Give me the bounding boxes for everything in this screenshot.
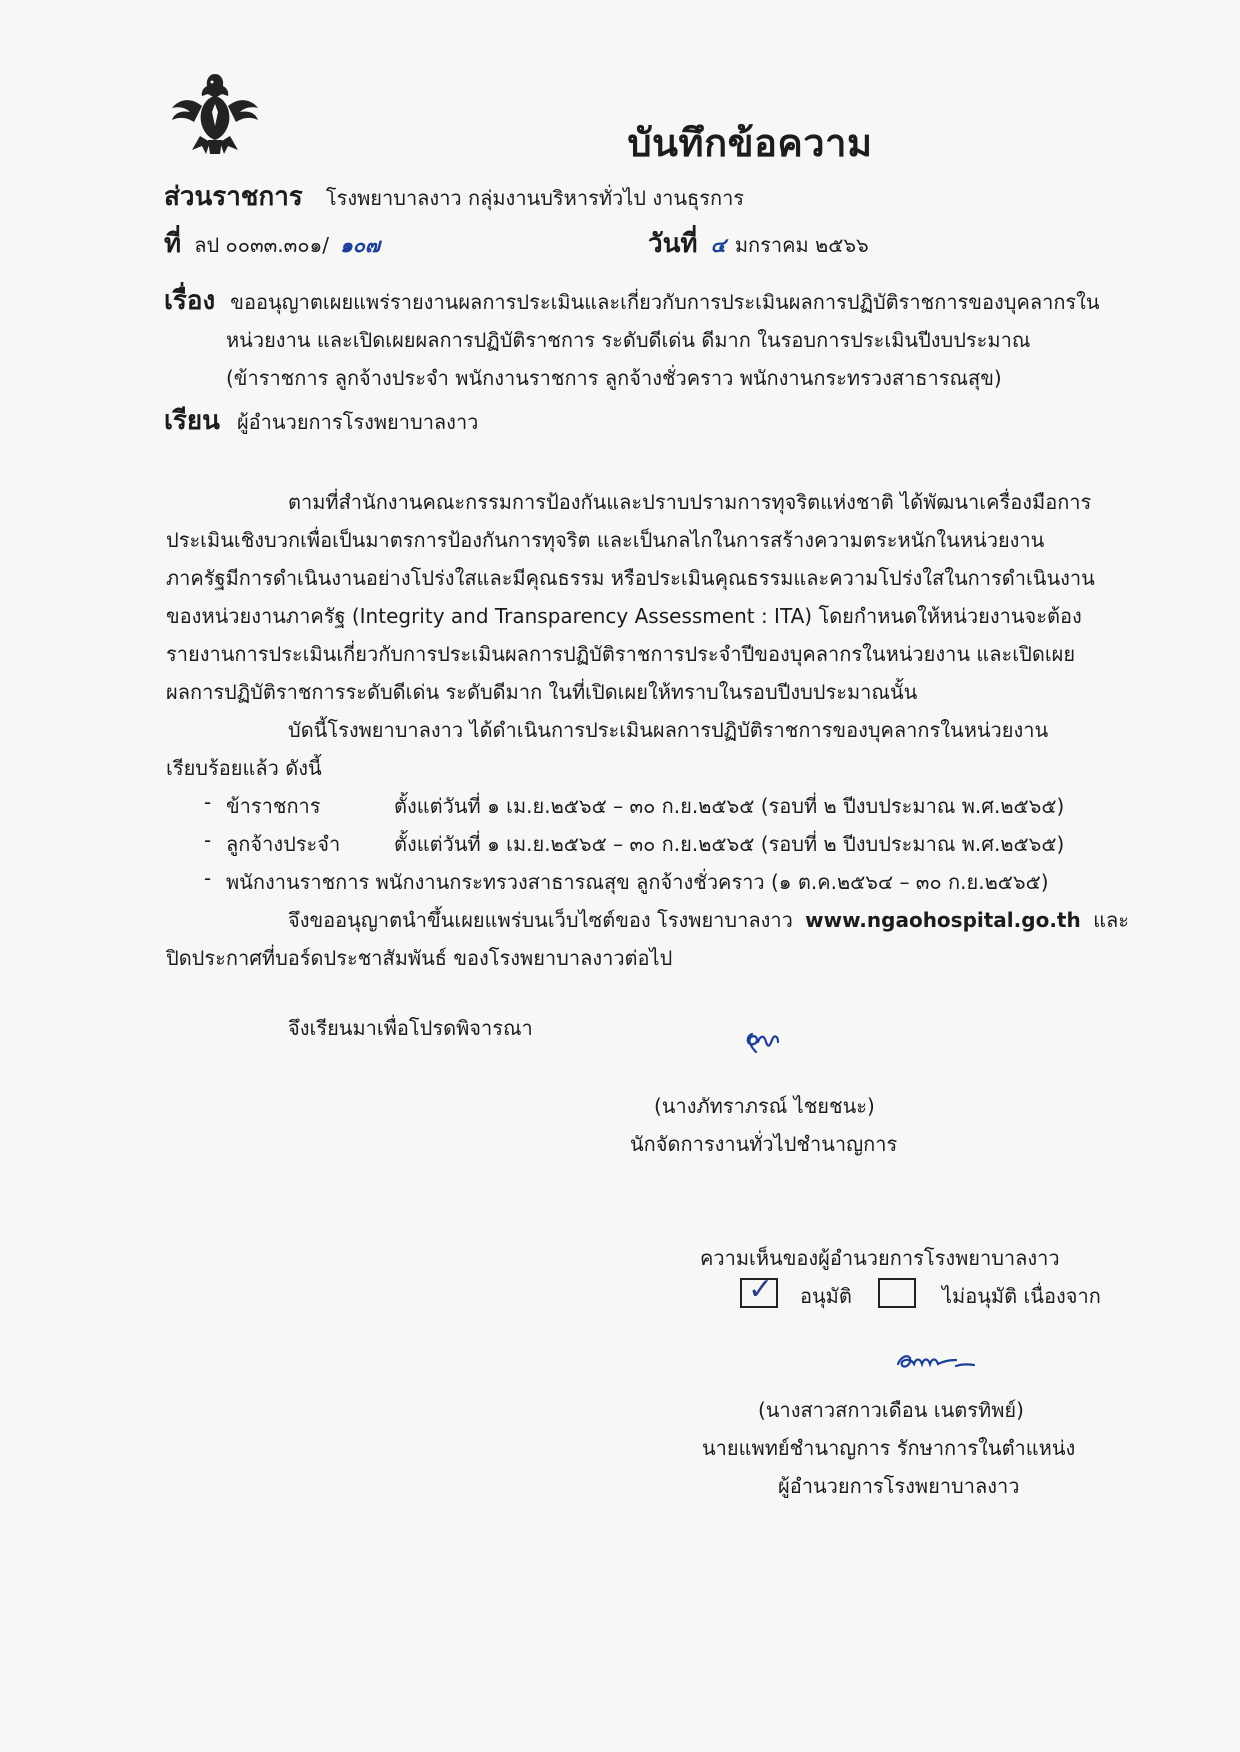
paragraph-3-line-1 [288, 904, 1129, 936]
approval-heading: ความเห็นของผู้อำนวยการโรงพยาบาลงาว [700, 1246, 1060, 1270]
approve-label: อนุมัติ [800, 1284, 852, 1308]
list-item [204, 790, 1065, 818]
list-item-name: พนักงานราชการ พนักงานกระทรวงสาธารณสุข ลูกจ้างชั่วคราว (๑ ต.ค.๒๕๖๔ – ๓๐ ก.ย.๒๕๖๕) [226, 870, 1049, 894]
paragraph-1-line-3: ภาครัฐมีการดำเนินงานอย่างโปร่งใสและมีคุณธรรม หรือประเมินคุณธรรมและความโปร่งใสในการดำเนินงาน [166, 566, 1095, 590]
paragraph-1-line-6: ผลการปฏิบัติราชการระดับดีเด่น ระดับดีมาก ในที่เปิดเผยให้ทราบในรอบปีงบประมาณนั้น [166, 680, 918, 704]
paragraph-2-line-1: บัดนี้โรงพยาบาลงาว ได้ดำเนินการประเมินผลการปฏิบัติราชการของบุคลากรในหน่วยงาน [288, 718, 1049, 742]
reference-row [164, 223, 380, 264]
subject-row [164, 280, 1100, 321]
paragraph-3-text: จึงขออนุญาตนำขึ้นเผยแพร่บนเว็บไซต์ของ โรงพยาบาลงาว [288, 908, 793, 932]
date-value: มกราคม ๒๕๖๖ [734, 233, 869, 257]
department-row [164, 176, 744, 217]
reference-number: ๑๐๗ [340, 233, 381, 257]
paragraph-1-line-4: ของหน่วยงานภาครัฐ (Integrity and Transparency Assessment : ITA) โดยกำหนดให้หน่วยงานจะต้อง [166, 604, 1082, 628]
list-item [204, 866, 1049, 894]
recipient-value: ผู้อำนวยการโรงพยาบาลงาว [236, 410, 479, 434]
list-item-bullet: - [204, 790, 212, 814]
website-link[interactable]: www.ngaohospital.go.th [805, 908, 1081, 932]
list-item-name: ลูกจ้างประจำ [226, 832, 341, 856]
department-value: โรงพยาบาลงาว กลุ่มงานบริหารทั่วไป งานธุรการ [325, 186, 745, 210]
reference-label: ที่ [164, 229, 182, 259]
list-item-detail: ตั้งแต่วันที่ ๑ เม.ย.๒๕๖๕ – ๓๐ ก.ย.๒๕๖๕ (รอบที่ ๒ ปีงบประมาณ พ.ศ.๒๕๖๕) [394, 832, 1065, 856]
department-label: ส่วนราชการ [164, 182, 303, 212]
subject-line-1: ขออนุญาตเผยแพร่รายงานผลการประเมินและเกี่ยวกับการประเมินผลการปฏิบัติราชการของบุคลากรใน [230, 290, 1100, 314]
document-title: บันทึกข้อความ [627, 121, 873, 165]
check-mark-icon: ✓ [748, 1272, 774, 1307]
signer-2-position-line-1: นายแพทย์ชำนาญการ รักษาการในตำแหน่ง [702, 1436, 1076, 1460]
subject-line-2: หน่วยงาน และเปิดเผยผลการปฏิบัติราชการ ระดับดีเด่น ดีมาก ในรอบการประเมินปีงบประมาณ [226, 328, 1031, 352]
paragraph-1-line-2: ประเมินเชิงบวกเพื่อเป็นมาตรการป้องกันการทุจริต และเป็นกลไกในการสร้างความตระหนักในหน่วยงาน [166, 528, 1045, 552]
reject-label: ไม่อนุมัติ เนื่องจาก [942, 1284, 1101, 1308]
signature-1-icon [742, 1024, 784, 1060]
paragraph-1-line-1: ตามที่สำนักงานคณะกรรมการป้องกันและปราบปรามการทุจริตแห่งชาติ ได้พัฒนาเครื่องมือการ [288, 490, 1092, 514]
list-item [204, 828, 1065, 856]
signature-2-icon [894, 1346, 978, 1376]
signer-1-position: นักจัดการงานทั่วไปชำนาญการ [630, 1132, 898, 1156]
recipient-row [164, 400, 478, 441]
paragraph-1-line-5: รายงานการประเมินเกี่ยวกับการประเมินผลการปฏิบัติราชการประจำปีของบุคลากรในหน่วยงาน และเปิดเผย [166, 642, 1076, 666]
signer-2-name: (นางสาวสกาวเดือน เนตรทิพย์) [758, 1398, 1024, 1422]
closing-text: จึงเรียนมาเพื่อโปรดพิจารณา [288, 1016, 533, 1040]
subject-line-3: (ข้าราชการ ลูกจ้างประจำ พนักงานราชการ ลูกจ้างชั่วคราว พนักงานกระทรวงสาธารณสุข) [226, 366, 1002, 390]
list-item-bullet: - [204, 828, 212, 852]
paragraph-2-line-2: เรียบร้อยแล้ว ดังนี้ [166, 756, 322, 780]
subject-label: เรื่อง [164, 286, 216, 316]
approve-checkbox[interactable] [740, 1272, 778, 1308]
date-row [648, 223, 869, 264]
reference-value: ลป ๐๐๓๓.๓๐๑/ [194, 233, 329, 257]
recipient-label: เรียน [164, 406, 220, 436]
list-item-detail: ตั้งแต่วันที่ ๑ เม.ย.๒๕๖๕ – ๓๐ ก.ย.๒๕๖๕ (รอบที่ ๒ ปีงบประมาณ พ.ศ.๒๕๖๕) [394, 794, 1065, 818]
signer-1-name: (นางภัทราภรณ์ ไชยชนะ) [654, 1094, 875, 1118]
date-day: ๔ [710, 233, 726, 257]
paragraph-3-and: และ [1093, 908, 1129, 932]
date-label: วันที่ [648, 229, 698, 259]
reject-checkbox[interactable] [878, 1278, 916, 1308]
list-item-name: ข้าราชการ [226, 794, 321, 818]
list-item-bullet: - [204, 866, 212, 890]
paragraph-3-line-2: ปิดประกาศที่บอร์ดประชาสัมพันธ์ ของโรงพยาบาลงาวต่อไป [166, 946, 673, 970]
signer-2-position-line-2: ผู้อำนวยการโรงพยาบาลงาว [778, 1474, 1020, 1498]
